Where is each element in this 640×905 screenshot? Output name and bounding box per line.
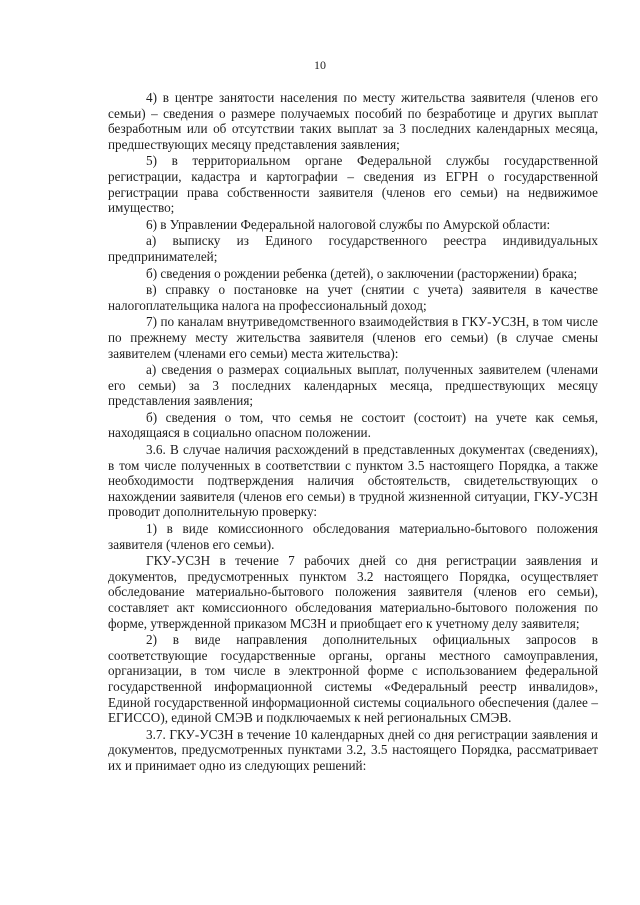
page-number: 10 [314, 58, 326, 72]
paragraph-item-6a: а) выписку из Единого государственного реестра индивидуальных предпринимателей; [108, 233, 598, 264]
paragraph-item-7: 7) по каналам внутриведомственного взаимодействия в ГКУ-УСЗН, в том числе по прежнему месту жительства заявителя (членов его семьи) (в случае смены заявителем (членами его семьи) места жительства): [108, 314, 598, 361]
paragraph-check-1-details: ГКУ-УСЗН в течение 7 рабочих дней со дня регистрации заявления и документов, предусмотренных пунктом 3.2 настоящего Порядка, осуществляет обследование материально-бытового положения заявителя (членов его семьи), составляет акт комиссионного обследования материально-бытового положения по форме, утвержденной приказом МСЗН и приобщает его к учетному делу заявителя; [108, 553, 598, 631]
paragraph-item-5: 5) в территориальном органе Федеральной службы государственной регистрации, кадастра и картографии – сведения из ЕГРН о государственной регистрации права собственности заявителя (членов его семьи) на недвижимое имущество; [108, 153, 598, 216]
paragraph-item-6v: в) справку о постановке на учет (снятии с учета) заявителя в качестве налогоплательщика налога на профессиональный доход; [108, 282, 598, 313]
paragraph-section-3-6: 3.6. В случае наличия расхождений в представленных документах (сведениях), в том числе полученных в соответствии с пунктом 3.5 настоящего Порядка, а также необходимости подтверждения наличия обстоятельств, свидетельствующих о нахождении заявителя (членов его семьи) в трудной жизненной ситуации, ГКУ-УСЗН проводит дополнительную проверку: [108, 442, 598, 520]
paragraph-item-4: 4) в центре занятости населения по месту жительства заявителя (членов его семьи) – сведения о размере получаемых пособий по безработице и других выплат безработным или об отсутствии таких выплат за 3 последних календарных месяца, предшествующих месяцу представления заявления; [108, 90, 598, 152]
paragraph-section-3-7: 3.7. ГКУ-УСЗН в течение 10 календарных дней со дня регистрации заявления и документов, предусмотренных пунктами 3.2, 3.5 настоящего Порядка, рассматривает их и принимает одно из следующих решений: [108, 726, 598, 773]
paragraph-item-6: 6) в Управлении Федеральной налоговой службы по Амурской области: [146, 216, 551, 232]
paragraph-item-7b: б) сведения о том, что семья не состоит (состоит) на учете как семья, находящаяся в социально опасном положении. [108, 409, 598, 441]
paragraph-item-6b: б) сведения о рождении ребенка (детей), о заключении (расторжении) брака; [146, 265, 578, 281]
paragraph-check-1: 1) в виде комиссионного обследования материально-бытового положения заявителя (членов его семьи). [108, 521, 598, 552]
document-body [108, 90, 598, 775]
paragraph-item-7a: а) сведения о размерах социальных выплат, полученных заявителем (членами его семьи) за 3 последних календарных месяца, предшествующих месяцу представления заявления; [108, 362, 598, 409]
paragraph-check-2: 2) в виде направления дополнительных официальных запросов в соответствующие государственные органы, органы местного самоуправления, организации, в том числе в электронной форме с использованием федеральной государственной информационной системы «Федеральный реестр инвалидов», Единой государственной информационной системы социального обеспечения (далее – ЕГИССО), единой СМЭВ и подключаемых к ней региональных СМЭВ. [108, 632, 598, 726]
